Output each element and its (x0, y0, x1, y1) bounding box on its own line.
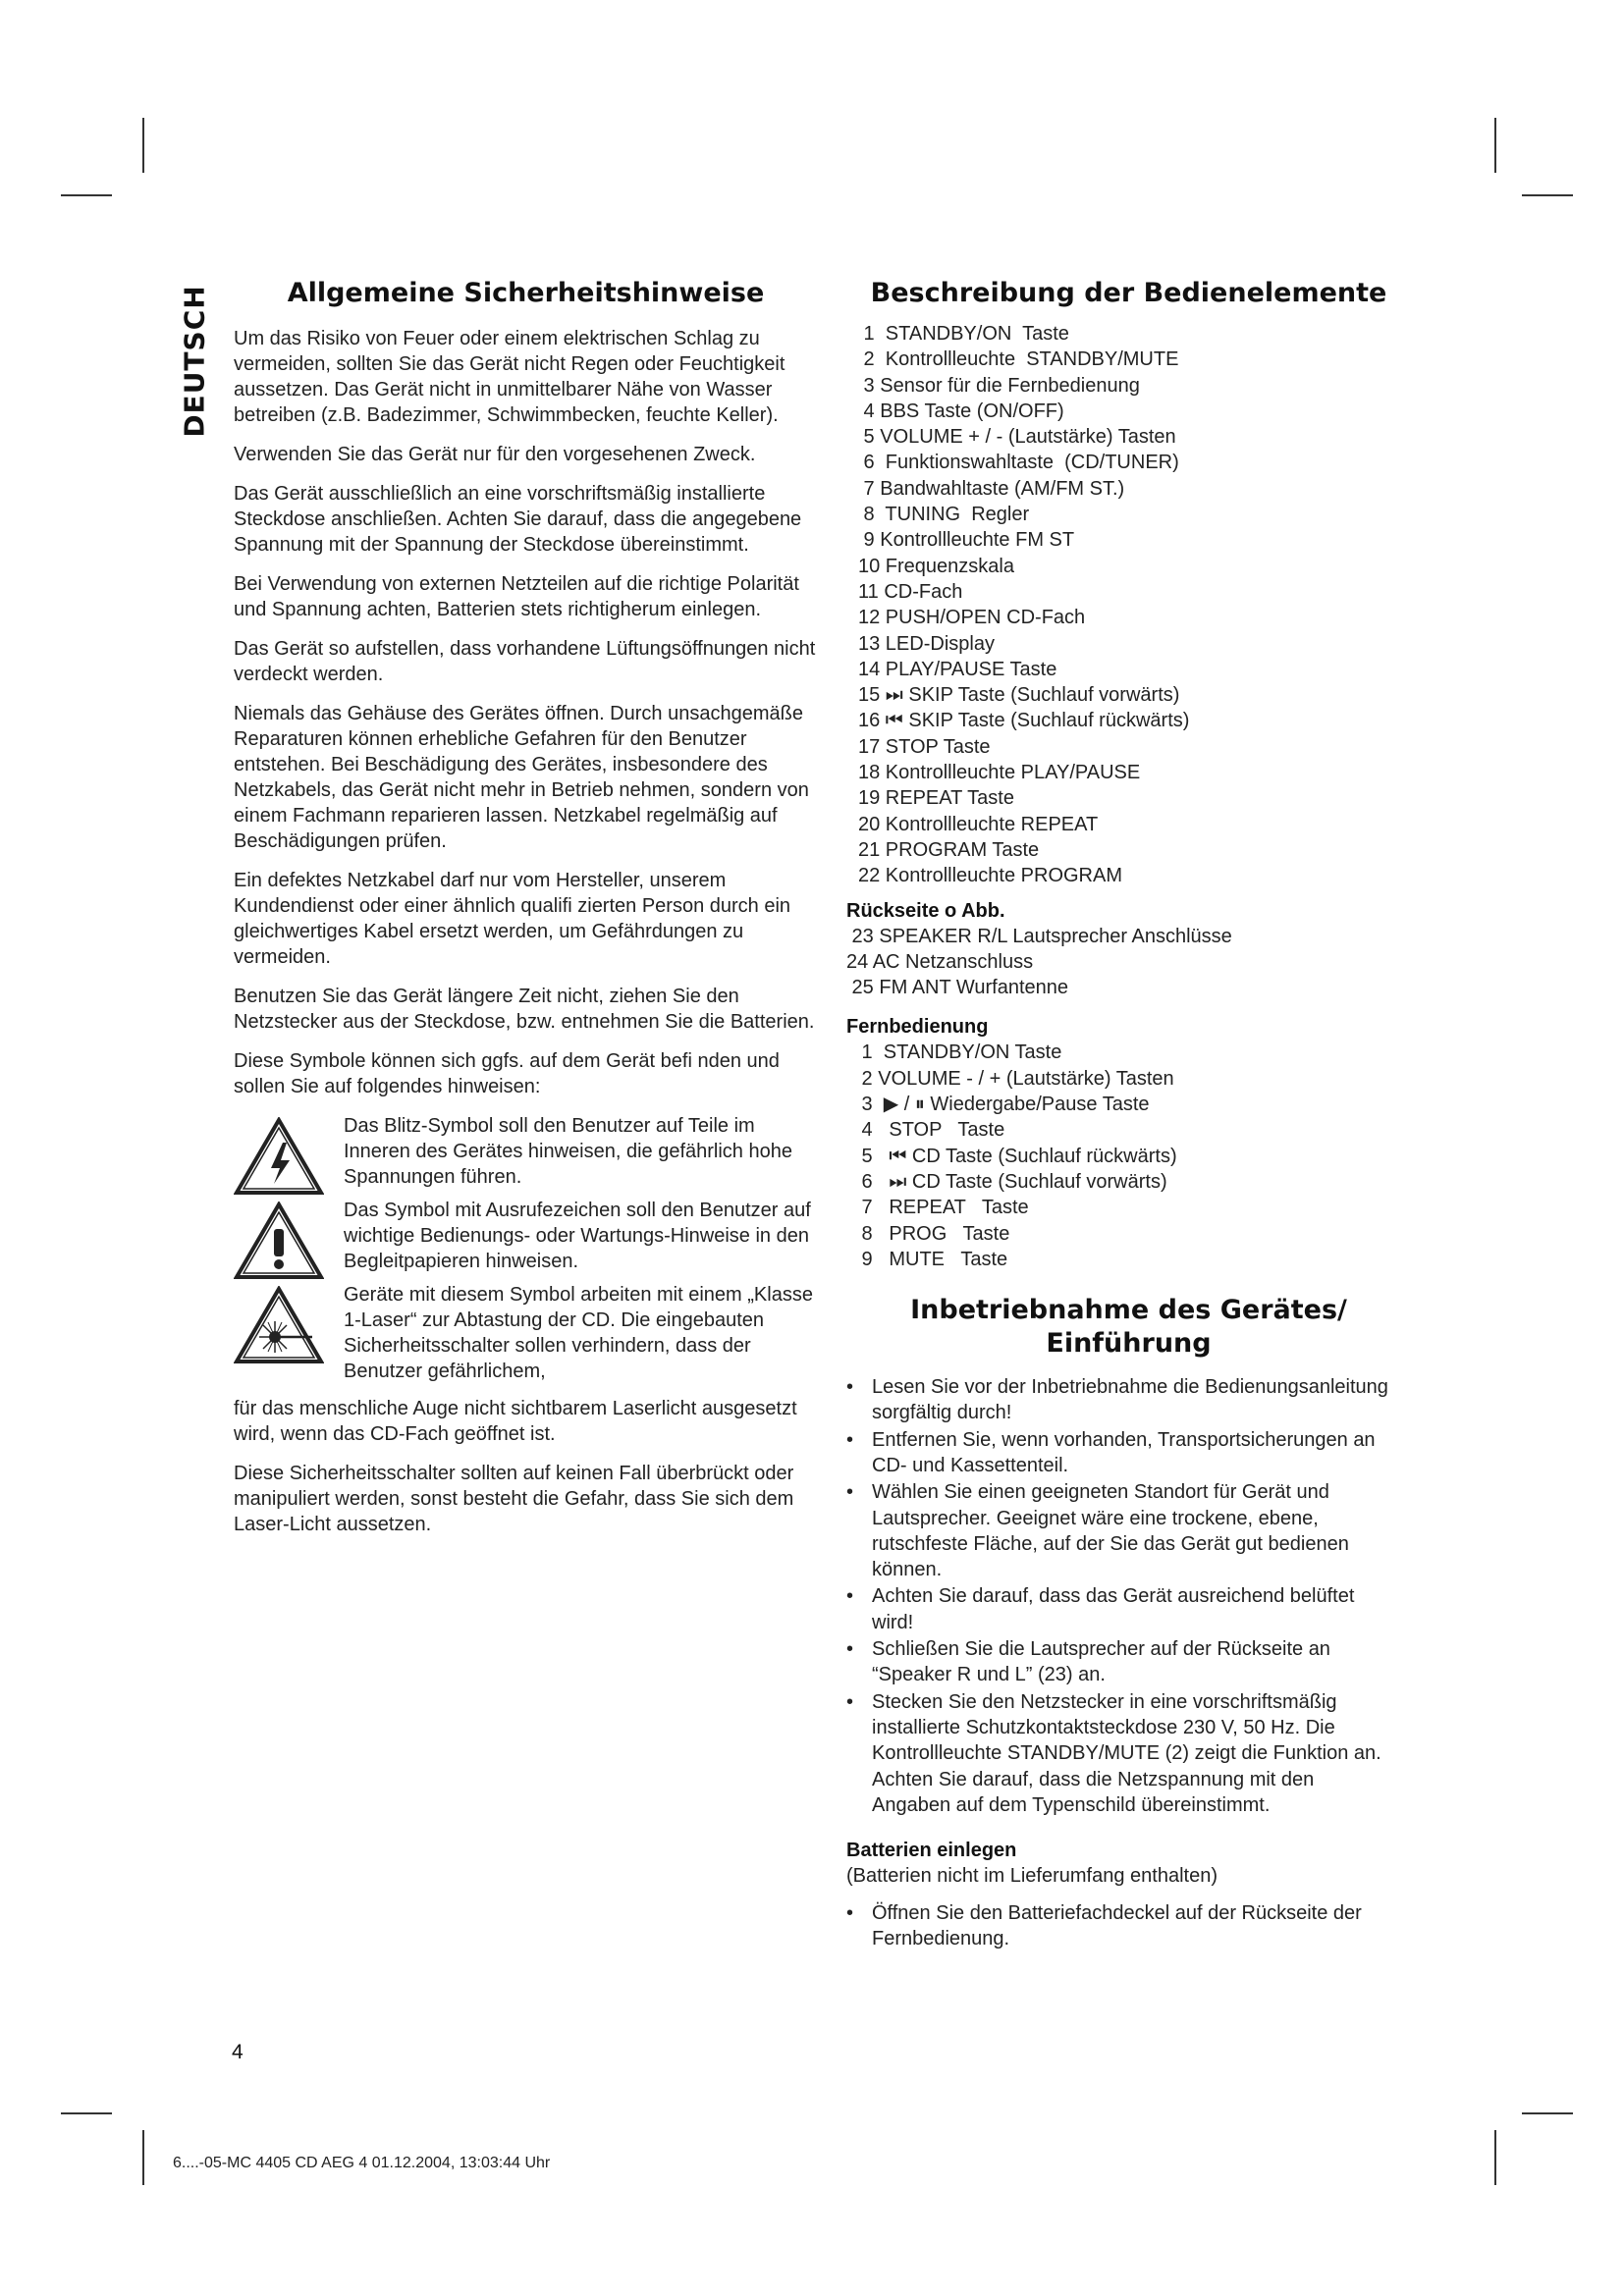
crop-mark-top-left-h (61, 194, 112, 196)
crop-mark-top-left-v (142, 118, 144, 173)
list-item: 7 REPEAT Taste (856, 1197, 1029, 1219)
exclamation-warning-icon (234, 1201, 324, 1280)
controls-section (846, 278, 1411, 1953)
safety-paragraph: Niemals das Gehäuse des Gerätes öffnen. Durch unsachgemäße Reparaturen können erhebliche Gefahren für den Benutzer entstehen. Bei Beschädigung des Gerätes, insbesondere des Netzkabels, das Gerät nicht mehr in Betrieb nehmen, sondern von einem Fachmann reparieren lassen. Netzkabel regelmäßig auf Beschädigungen prüfen. (234, 703, 809, 852)
safety-paragraph: Bei Verwendung von externen Netzteilen auf die richtige Polarität und Spannung achten, Batterien stets richtigherum einlegen. (234, 573, 799, 620)
list-item: 4 STOP Taste (856, 1119, 1005, 1142)
setup-list (846, 1374, 1396, 1818)
safety-title: Allgemeine Sicherheitshinweise (287, 278, 765, 308)
print-info: 6....-05-MC 4405 CD AEG 4 01.12.2004, 13:03:44 Uhr (173, 2155, 551, 2171)
safety-paragraph: Benutzen Sie das Gerät längere Zeit nicht, ziehen Sie den Netzstecker aus der Steckdose, bzw. entnehmen Sie die Batterien. (234, 986, 815, 1033)
page-number: 4 (232, 2041, 244, 2063)
symbol-text-lightning: Das Blitz-Symbol soll den Benutzer auf Teile im Inneren des Gerätes hinweisen, die gefährlich hohe Spannungen führen. (344, 1115, 792, 1188)
list-item: 1 STANDBY/ON Taste (858, 323, 1069, 345)
safety-section (234, 278, 818, 1551)
safety-paragraph: Ein defektes Netzkabel darf nur vom Hersteller, unserem Kundendienst oder einer ähnlich qualifi zierten Person durch ein gleichwertiges Kabel ersetzt werden, um Gefährdungen zu vermeiden. (234, 870, 791, 968)
lightning-warning-icon (234, 1117, 324, 1196)
setup-title-line2: Einführung (1046, 1328, 1212, 1360)
list-item: 23 SPEAKER R/L Lautsprecher Anschlüsse (846, 925, 1232, 947)
list-item: 10 Frequenzskala (858, 555, 1014, 577)
list-item: • Stecken Sie den Netzstecker in eine vorschriftsmäßig installierte Schutzkontaktsteckdose 230 V, 50 Hz. Die Kontrollleuchte STANDBY/MUTE (2) zeigt die Funktion an. Achten Sie darauf, dass die Netzspannung mit den Angaben auf dem Typenschild übereinstimmt. (846, 1689, 1396, 1818)
crop-mark-top-right-h (1522, 194, 1573, 196)
list-item: • Öffnen Sie den Batteriefachdeckel auf der Rückseite der Fernbedienung. (846, 1900, 1396, 1952)
list-item: 19 REPEAT Taste (858, 787, 1014, 810)
list-item: 13 LED-Display (858, 632, 995, 655)
list-item: 15 ⏭ SKIP Taste (Suchlauf vorwärts) (858, 684, 1180, 707)
crop-mark-bottom-left-h (61, 2112, 112, 2114)
list-item: 20 Kontrollleuchte REPEAT (858, 813, 1099, 835)
list-item: 4 BBS Taste (ON/OFF) (858, 400, 1064, 422)
list-item: 24 AC Netzanschluss (846, 950, 1034, 973)
list-item: 9 Kontrollleuchte FM ST (858, 529, 1075, 552)
setup-title-line1: Inbetriebnahme des Gerätes/ (910, 1295, 1347, 1326)
list-item: 12 PUSH/OPEN CD-Fach (858, 607, 1086, 629)
list-item: 5 ⏮ CD Taste (Suchlauf rückwärts) (856, 1145, 1177, 1167)
list-item: • Entfernen Sie, wenn vorhanden, Transportsicherungen an CD- und Kassettenteil. (846, 1427, 1396, 1479)
symbol-row-laser (234, 1282, 818, 1384)
list-item: 17 STOP Taste (858, 735, 991, 758)
crop-mark-bottom-left-v (142, 2130, 144, 2185)
list-item: 22 Kontrollleuchte PROGRAM (858, 865, 1123, 887)
list-item: • Wählen Sie einen geeigneten Standort für Gerät und Lautsprecher. Geeignet wäre eine trockene, ebene, rutschfeste Fläche, auf der Sie das Gerät gut bedienen können. (846, 1479, 1396, 1582)
safety-paragraph: Das Gerät so aufstellen, dass vorhandene Lüftungsöffnungen nicht verdeckt werden. (234, 638, 816, 685)
remote-list (846, 1040, 1411, 1272)
list-item: • Lesen Sie vor der Inbetriebnahme die Bedienungsanleitung sorgfältig durch! (846, 1374, 1396, 1426)
safety-paragraph: Um das Risiko von Feuer oder einem elektrischen Schlag zu vermeiden, sollten Sie das Gerät nicht Regen oder Feuchtigkeit aussetzen. Das Gerät nicht in unmittelbarer Nähe von Wasser betreiben (z.B. Badezimmer, Schwimmbecken, feuchte Keller). (234, 328, 785, 426)
battery-list (846, 1900, 1396, 1952)
battery-heading: Batterien einlegen (846, 1840, 1017, 1862)
remote-heading: Fernbedienung (846, 1016, 989, 1039)
list-item: • Schließen Sie die Lautsprecher auf der Rückseite an “Speaker R und L” (23) an. (846, 1636, 1396, 1688)
list-item: 16 ⏮ SKIP Taste (Suchlauf rückwärts) (858, 710, 1190, 732)
language-tab (175, 278, 214, 445)
symbol-text-exclamation: Das Symbol mit Ausrufezeichen soll den Benutzer auf wichtige Bedienungs- oder Wartungs-Hinweise in den Begleitpapieren hinweisen. (344, 1200, 811, 1272)
list-item: • Achten Sie darauf, dass das Gerät ausreichend belüftet wird! (846, 1583, 1396, 1635)
safety-paragraph: Diese Symbole können sich ggfs. auf dem Gerät befi nden und sollen Sie auf folgendes hinweisen: (234, 1050, 780, 1097)
safety-paragraph: Das Gerät ausschließlich an eine vorschriftsmäßig installierte Steckdose anschließen. Achten Sie darauf, dass die angegebene Spannung mit der Spannung der Steckdose übereinstimmt. (234, 483, 802, 556)
list-item: 25 FM ANT Wurfantenne (846, 977, 1069, 999)
list-item: 3 ▶ / ⏸ Wiedergabe/Pause Taste (856, 1094, 1150, 1116)
crop-mark-bottom-right-h (1522, 2112, 1573, 2114)
list-item: 5 VOLUME + / - (Lautstärke) Tasten (858, 426, 1176, 449)
crop-mark-top-right-v (1494, 118, 1496, 173)
laser-warning-icon (234, 1286, 324, 1364)
list-item: 6 Funktionswahltaste (CD/TUNER) (858, 452, 1179, 474)
safety-paragraph: Verwenden Sie das Gerät nur für den vorgesehenen Zweck. (234, 444, 756, 465)
list-item: 18 Kontrollleuchte PLAY/PAUSE (858, 762, 1141, 784)
list-item: 8 PROG Taste (856, 1222, 1010, 1245)
list-item: 9 MUTE Taste (856, 1248, 1008, 1270)
list-item: 14 PLAY/PAUSE Taste (858, 658, 1057, 680)
symbol-text-laser: Geräte mit diesem Symbol arbeiten mit einem „Klasse 1-Laser“ zur Abtastung der CD. Die eingebauten Sicherheitsschalter sollen verhindern, dass der Benutzer gefährlichem, (344, 1284, 813, 1382)
list-item: 11 CD-Fach (858, 580, 963, 603)
list-item: 2 Kontrollleuchte STANDBY/MUTE (858, 348, 1179, 371)
battery-note: (Batterien nicht im Lieferumfang enthalten) (846, 1865, 1218, 1888)
list-item: 21 PROGRAM Taste (858, 838, 1040, 861)
controls-list (846, 321, 1411, 889)
list-item: 6 ⏭ CD Taste (Suchlauf vorwärts) (856, 1170, 1167, 1193)
setup-title (846, 1294, 1411, 1361)
list-item: 3 Sensor für die Fernbedienung (858, 374, 1140, 397)
list-item: 1 STANDBY/ON Taste (856, 1041, 1062, 1064)
laser-text-continued: für das menschliche Auge nicht sichtbarem Laserlicht ausgesetzt wird, wenn das CD-Fach geöffnet ist. (234, 1398, 797, 1445)
list-item: 8 TUNING Regler (858, 504, 1030, 526)
safety-final-paragraph: Diese Sicherheitsschalter sollten auf keinen Fall überbrückt oder manipuliert werden, sonst besteht die Gefahr, dass Sie sich dem Laser-Licht aussetzen. (234, 1463, 794, 1535)
symbol-row-lightning (234, 1113, 818, 1198)
rear-list (846, 924, 1411, 1001)
list-item: 2 VOLUME - / + (Lautstärke) Tasten (856, 1067, 1174, 1090)
crop-mark-bottom-right-v (1494, 2130, 1496, 2185)
language-tab-label: DEUTSCH (178, 285, 211, 438)
list-item: 7 Bandwahltaste (AM/FM ST.) (858, 477, 1125, 500)
symbol-row-exclamation (234, 1198, 818, 1282)
controls-title: Beschreibung der Bedienelemente (870, 278, 1387, 308)
rear-heading: Rückseite o Abb. (846, 899, 1005, 922)
